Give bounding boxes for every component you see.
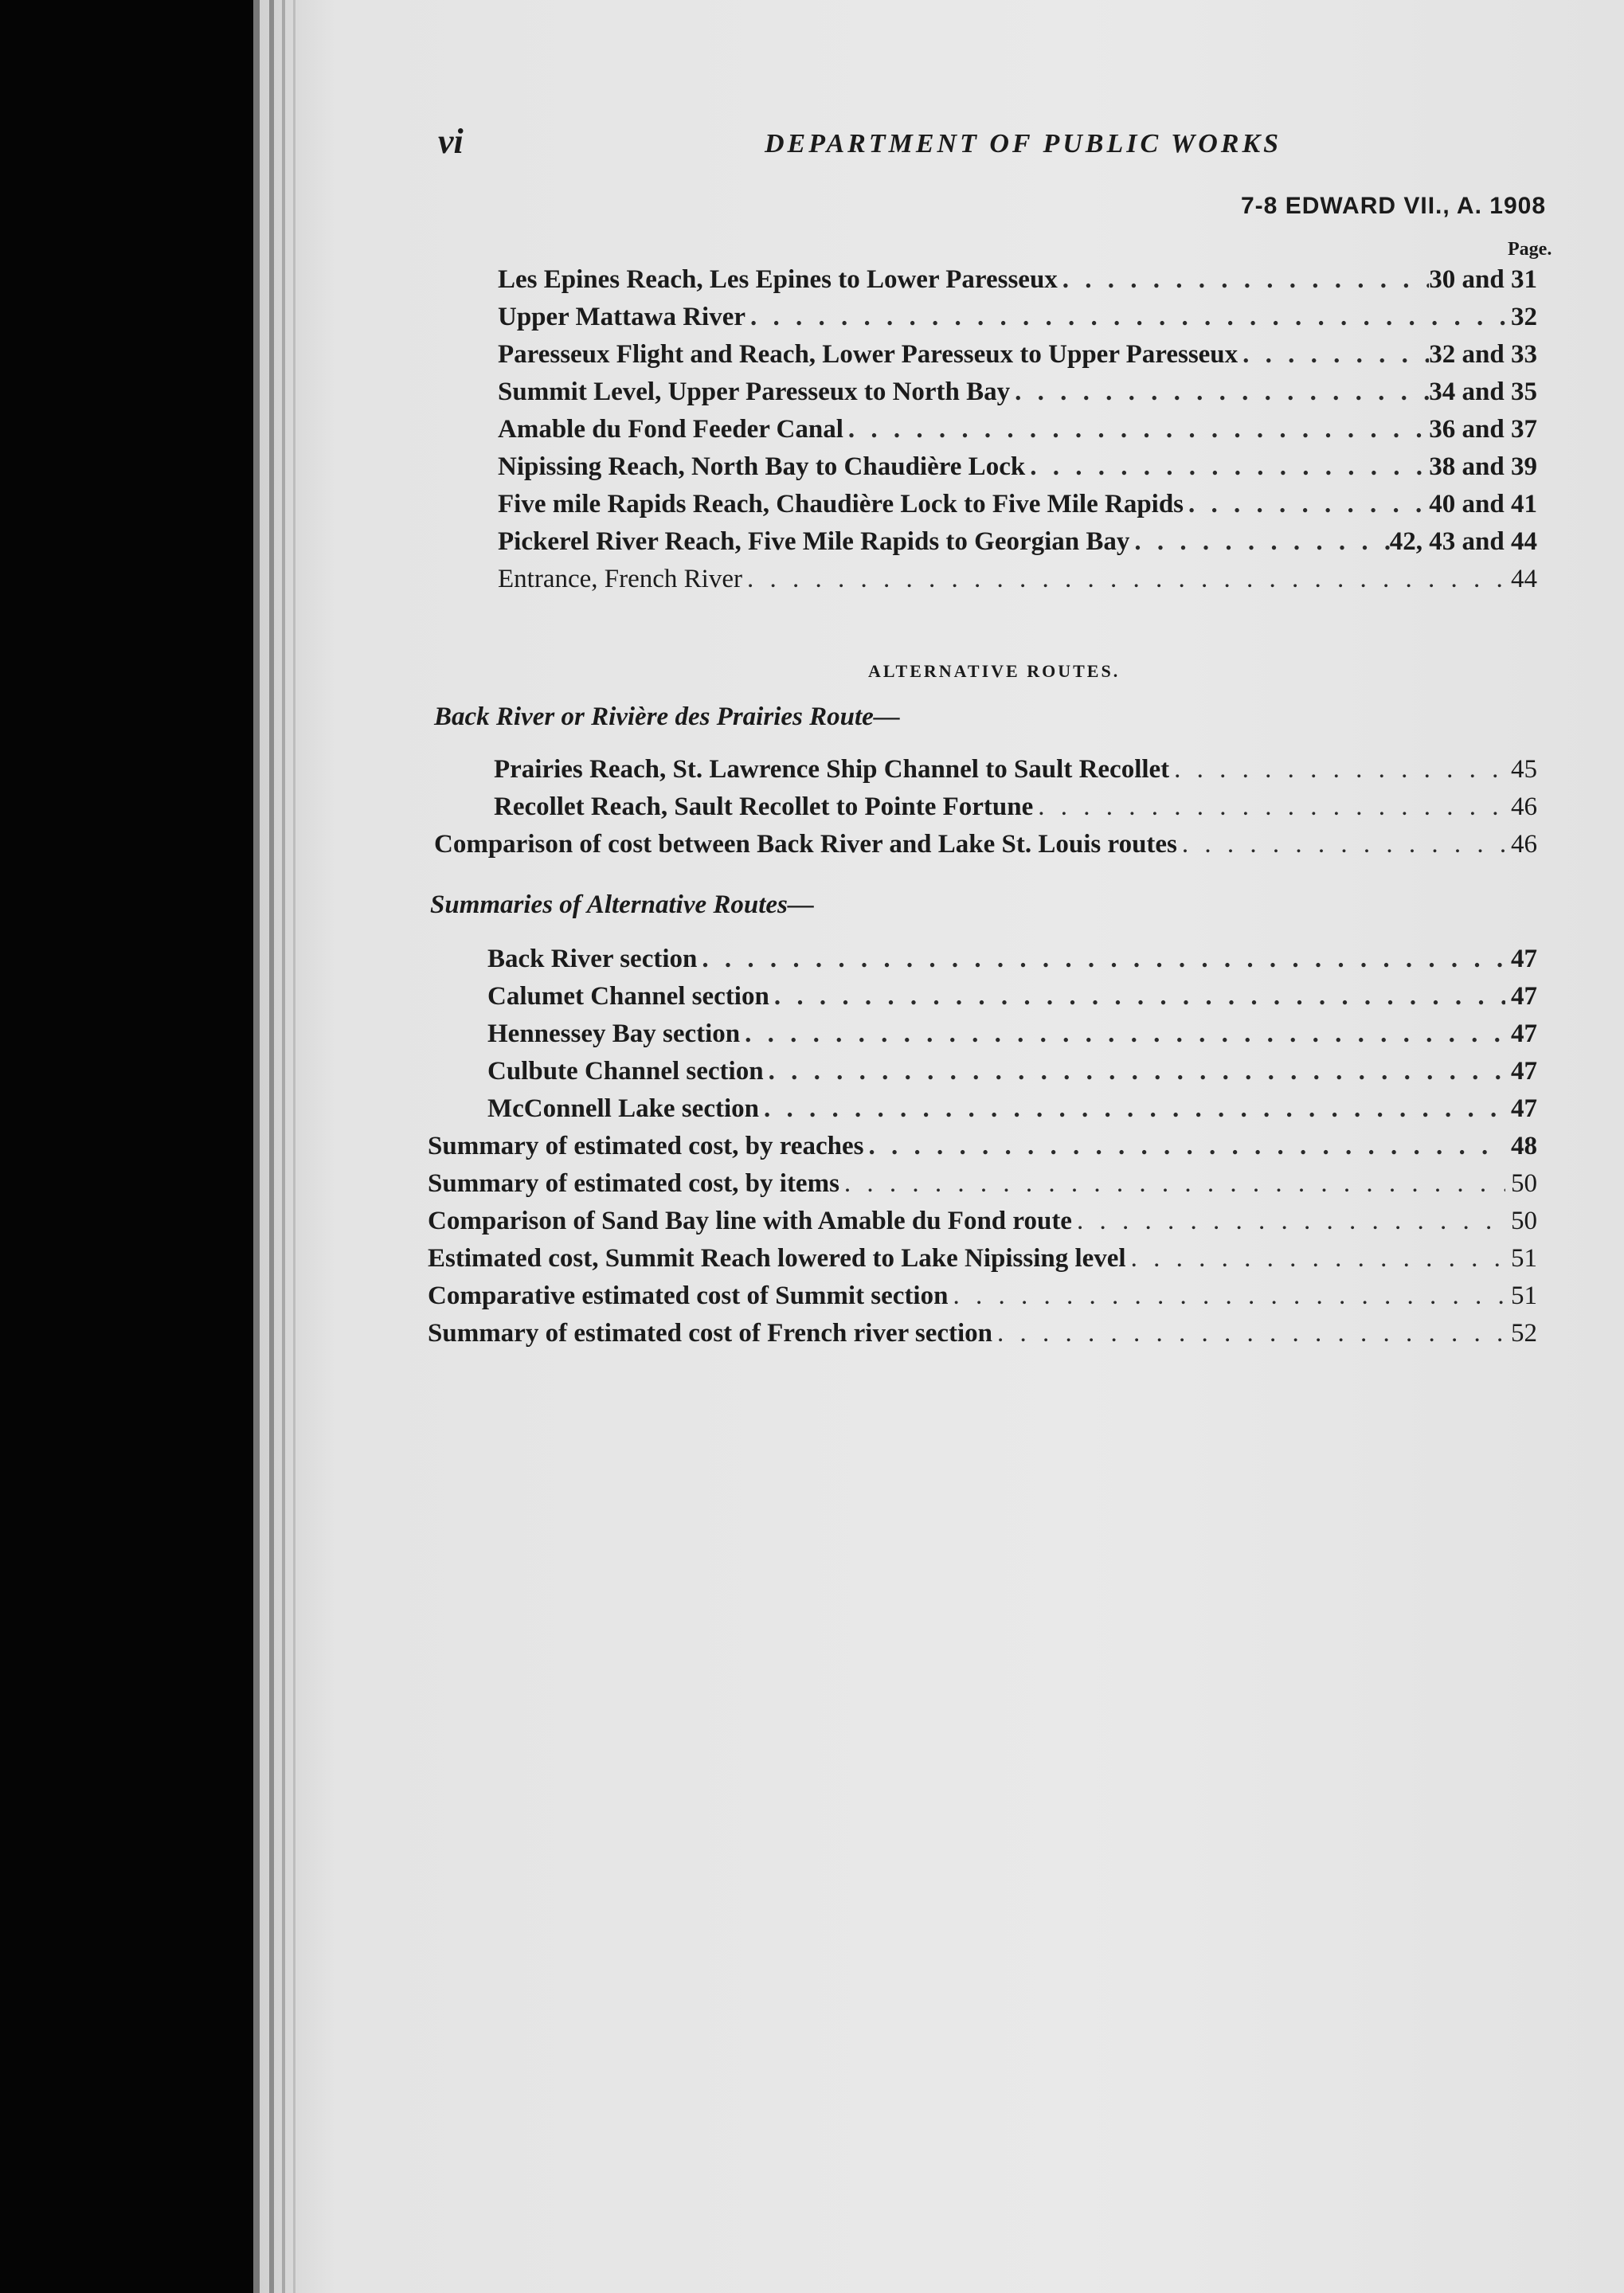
toc-entry: Amable du Fond Feeder Canal . . . 36 and 37 [498, 415, 1537, 452]
toc-entry: Les Epines Reach, Les Epines to Lower Paresseux . . . 30 and 31 [498, 265, 1537, 302]
toc-entry: Entrance, French River . . . 44 [498, 565, 1537, 601]
toc-entry: Culbute Channel section . . . 47 [487, 1057, 1537, 1094]
page-edge [253, 0, 260, 2293]
toc-entry: Comparison of Sand Bay line with Amable du Fond route . . . 50 [428, 1207, 1537, 1243]
toc-entry: Nipissing Reach, North Bay to Chaudière Lock . . . 38 and 39 [498, 452, 1537, 489]
subsection-heading: Back River or Rivière des Prairies Route— [434, 702, 900, 731]
page-edge [293, 0, 295, 2293]
toc-entry: Comparison of cost between Back River and Lake St. Louis routes . . . 46 [434, 830, 1537, 867]
toc-entry: Five mile Rapids Reach, Chaudière Lock to Five Mile Rapids . . . 40 and 41 [498, 490, 1537, 526]
page-edge [282, 0, 285, 2293]
toc-entry: McConnell Lake section . . . 47 [487, 1094, 1537, 1131]
toc-entry: Recollet Reach, Sault Recollet to Pointe Fortune . . . 46 [494, 792, 1537, 829]
running-head: DEPARTMENT OF PUBLIC WORKS [765, 129, 1282, 158]
toc-entry: Summary of estimated cost, by items . . . 50 [428, 1169, 1537, 1206]
page-column-label: Page. [1508, 239, 1552, 260]
toc-entry: Summary of estimated cost of French river section . . . 52 [428, 1319, 1537, 1356]
toc-entry: Summit Level, Upper Paresseux to North Bay . . . 34 and 35 [498, 378, 1537, 414]
toc-entry: Summary of estimated cost, by reaches . . . 48 [428, 1132, 1537, 1168]
toc-entry: Comparative estimated cost of Summit section . . . 51 [428, 1281, 1537, 1318]
subsection-heading: Summaries of Alternative Routes— [430, 890, 814, 919]
toc-entry: Back River section . . . 47 [487, 945, 1537, 981]
toc-entry: Calumet Channel section . . . 47 [487, 982, 1537, 1019]
page-edge [269, 0, 274, 2293]
section-heading: ALTERNATIVE ROUTES. [868, 661, 1121, 681]
toc-entry: Pickerel River Reach, Five Mile Rapids to Georgian Bay . . . 42, 43 and 44 [498, 527, 1537, 564]
toc-entry: Hennessey Bay section . . . 47 [487, 1019, 1537, 1056]
toc-entry: Estimated cost, Summit Reach lowered to Lake Nipissing level . . . 51 [428, 1244, 1537, 1281]
toc-entry: Upper Mattawa River . . . 32 [498, 303, 1537, 339]
toc-entry: Paresseux Flight and Reach, Lower Paresseux to Upper Paresseux . . . 32 and 33 [498, 340, 1537, 377]
session-label: 7-8 EDWARD VII., A. 1908 [1241, 193, 1547, 219]
page-number: vi [438, 122, 464, 161]
toc-entry: Prairies Reach, St. Lawrence Ship Channel to Sault Recollet . . . 45 [494, 755, 1537, 792]
